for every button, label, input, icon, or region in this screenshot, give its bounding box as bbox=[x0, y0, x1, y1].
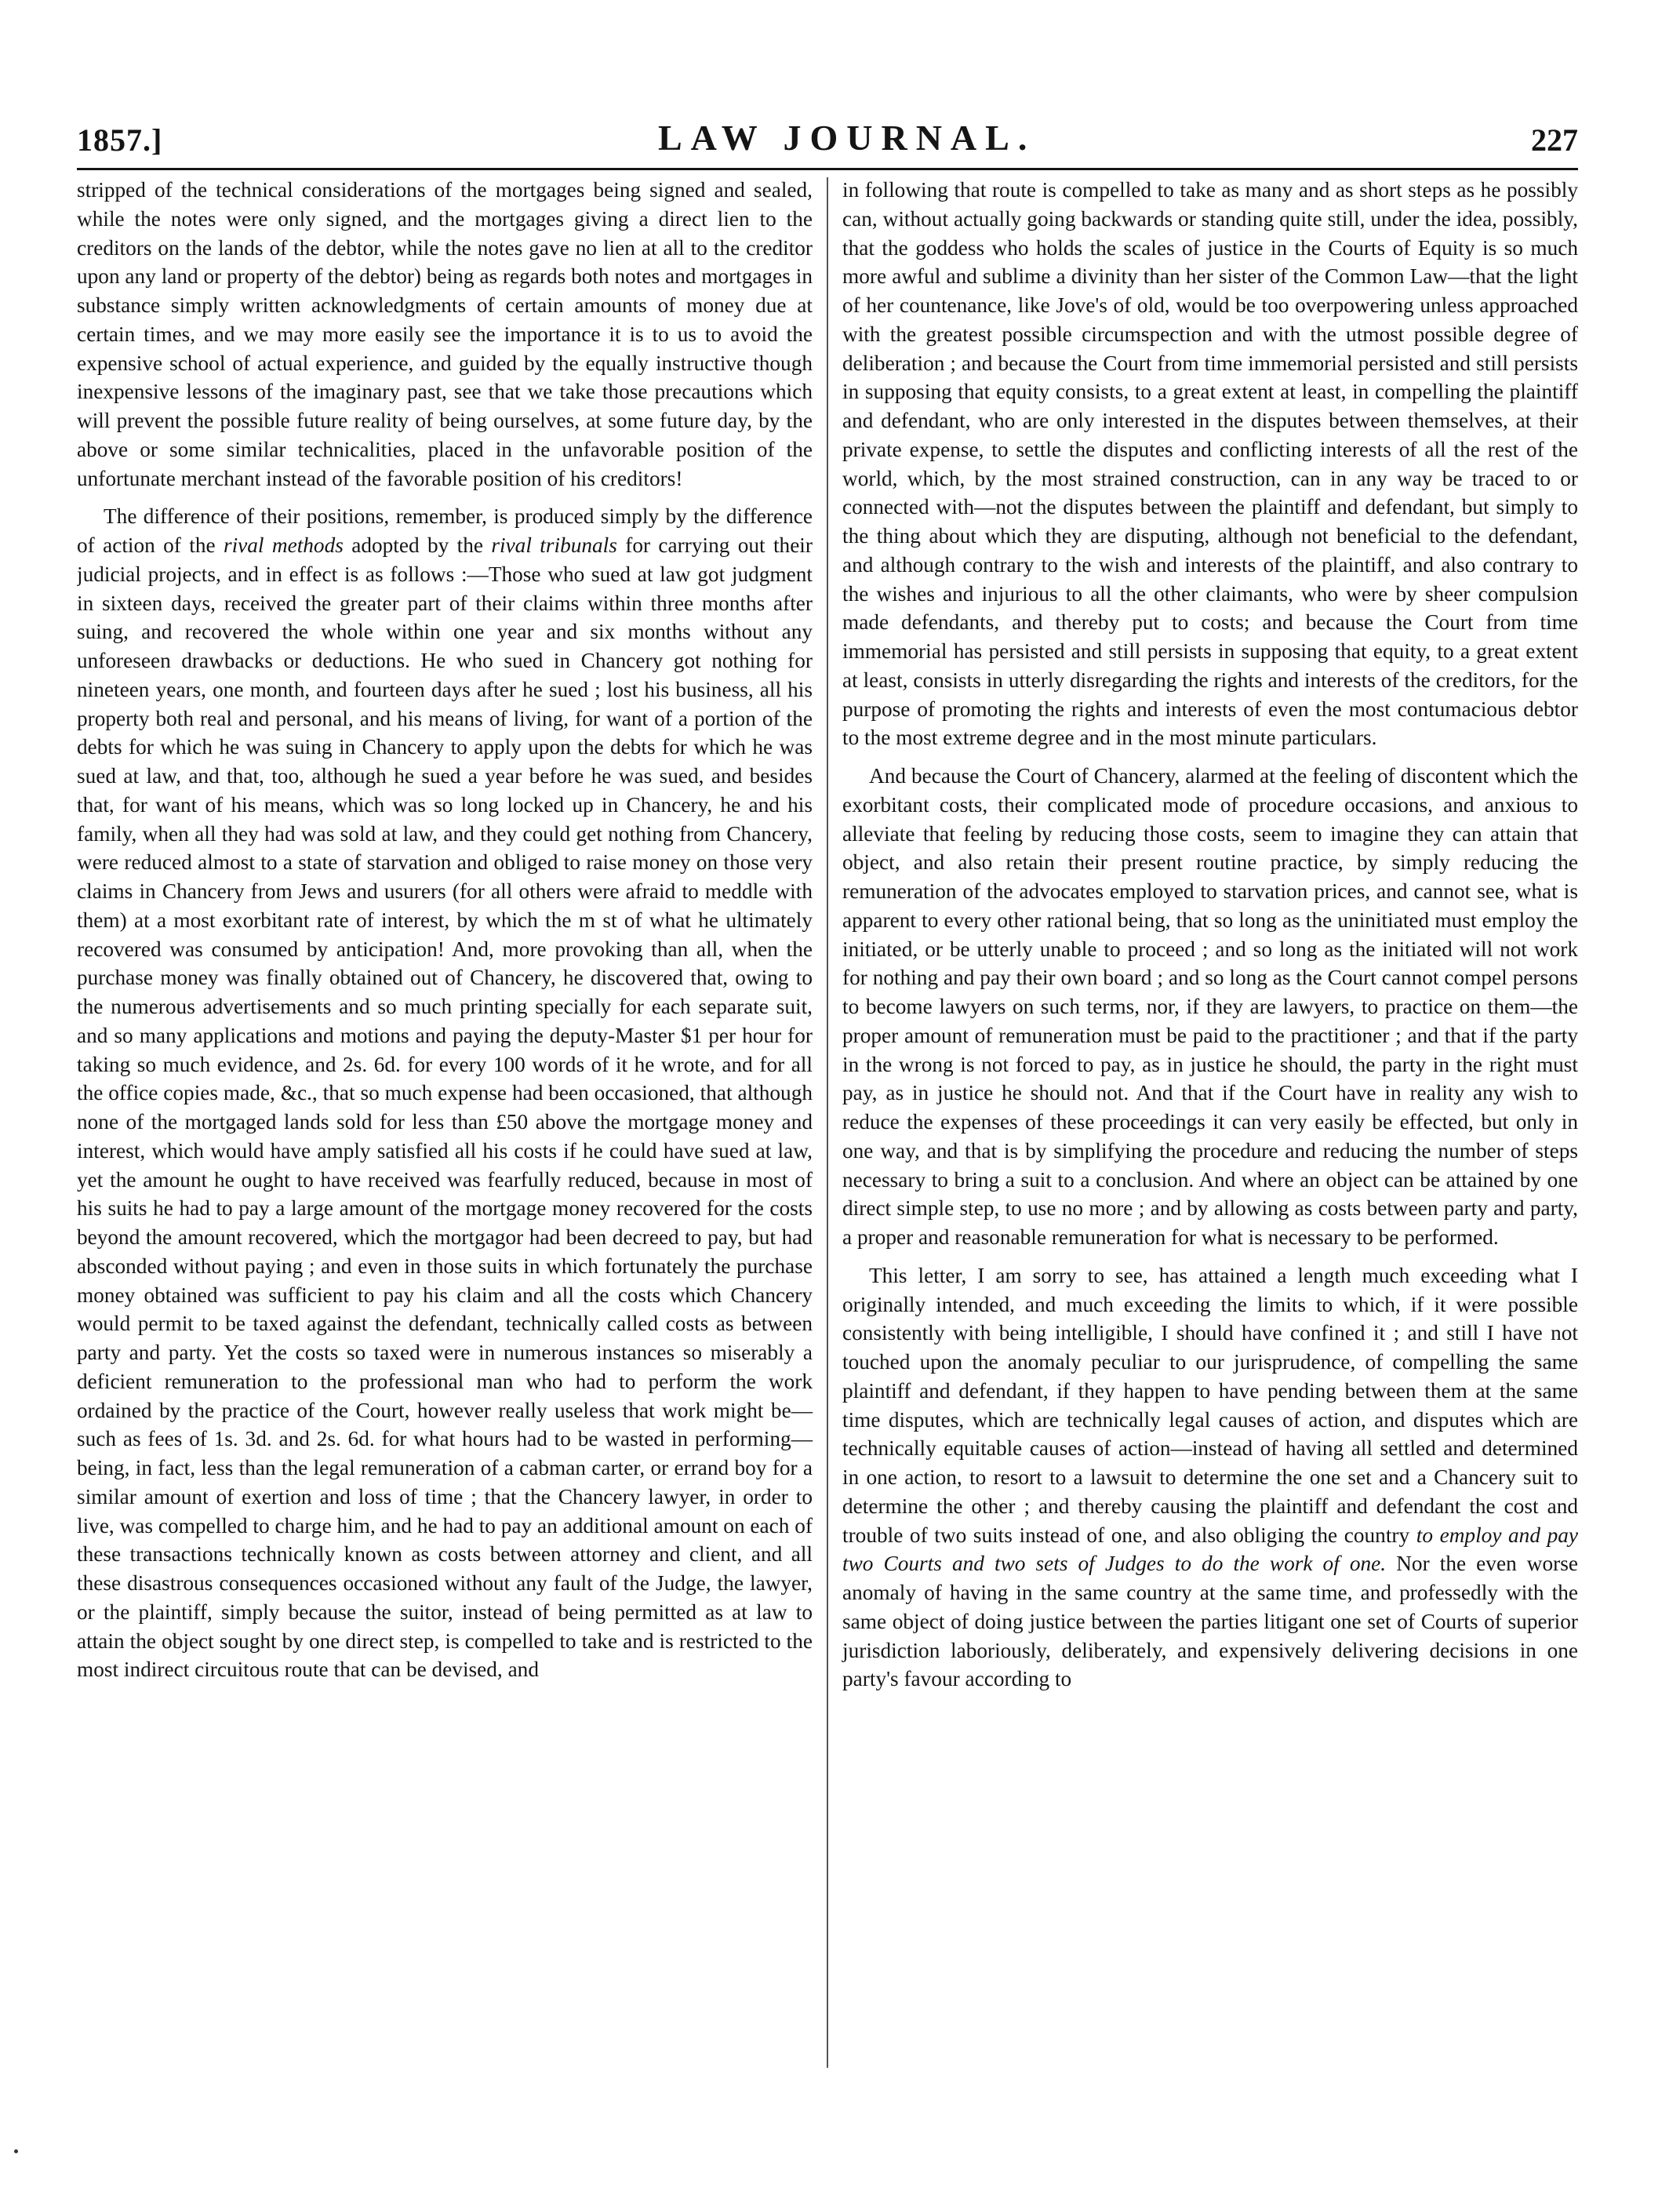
left-paragraph-2-italic-2: rival tribunals bbox=[491, 533, 617, 557]
right-paragraph-3-part-b: Nor the even worse anomaly of having in the same country at the same time, and professedly with the same object of doing justice between the parties litigant one set of Courts of superior jurisdiction laboriously, deliberately, and expensively delivering decisions in one party's favour according to bbox=[842, 1552, 1578, 1691]
header-year: 1857.] bbox=[77, 122, 163, 158]
left-paragraph-1: stripped of the technical considerations of the mortgages being signed and sealed, while the notes were only signed, and the mortgages giving a direct lien to the creditors on the lands of the debtor, while the notes gave no lien at all to the creditor upon any land or property of the debtor) being as regards both notes and mortgages in substance simply written acknowledgments of certain amounts of money due at certain times, and we may more easily see the importance it is to us to avoid the expensive school of actual experience, and guided by the equally instructive though inexpensive lessons of the imaginary past, see that we take those precautions which will prevent the possible future reality of being ourselves, at some future day, by the above or some similar technicalities, placed in the unfavorable position of the unfortunate merchant instead of the favorable position of his creditors! bbox=[77, 178, 813, 490]
text-columns bbox=[77, 176, 1578, 2074]
left-paragraph-2-part-b: adopted by the bbox=[343, 533, 492, 557]
right-paragraph-3 bbox=[842, 1261, 1578, 1694]
right-column bbox=[828, 176, 1578, 2074]
left-column bbox=[77, 176, 827, 2074]
left-paragraph-2 bbox=[77, 502, 813, 1684]
right-paragraph-3-part-a: This letter, I am sorry to see, has attained a length much exceeding what I originally intended, and much exceeding the limits to which, if it were possible consistently with being intelligible, I should have confined it ; and still I have not touched upon the anomaly peculiar to our jurisprudence, of compelling the same plaintiff and defendant, if they happen to have pending between them at the same time disputes, which are technically legal causes of action, and disputes which are technically equitable causes of action—instead of having all settled and determined in one action, to resort to a lawsuit to determine the one set and a Chancery suit to determine the other ; and thereby causing the plaintiff and defendant the cost and trouble of two suits instead of one, and also obliging the country bbox=[842, 1263, 1578, 1547]
journal-title: LAW JOURNAL. bbox=[658, 118, 1036, 158]
right-paragraph-1: in following that route is compelled to take as many and as short steps as he possibly can, without actually going backwards or standing quite still, under the idea, possibly, that the goddess who holds the scales of justice in the Courts of Equity is so much more awful and sublime a divinity than her sister of the Common Law—that the light of her countenance, like Jove's of old, would be too overpowering unless approached with the greatest possible circumspection and with the utmost possible degree of deliberation ; and because the Court from time immemorial persisted and still persists in supposing that equity consists, to a great extent at least, in compelling the plaintiff and defendant, who are only interested in the disputes between themselves, at their private expense, to settle the disputes and conflicting interests of all the rest of the world, which, by the most strained construction, can in any way be traced to or connected with—not the disputes between the plaintiff and defendant, but simply to the thing about which they are disputing, although not beneficial to the defendant, and although contrary to the wish and interests of the plaintiff, and also contrary to the wishes and injurious to all the other claimants, who were by sheer compulsion made defendants, and thereby put to costs; and because the Court from time immemorial has persisted and still persists in supposing that equity, to a great extent at least, consists in utterly disregarding the rights and interests of the creditors, for the purpose of promoting the rights and interests of even the most contumacious debtor to the most extreme degree and in the most minute particulars. bbox=[842, 178, 1578, 750]
right-paragraph-2: And because the Court of Chancery, alarmed at the feeling of discontent which the exorbitant costs, their complicated mode of procedure occasions, and anxious to alleviate that feeling by reducing those costs, seem to imagine they can attain that object, and also retain their present routine practice, by simply reducing the remuneration of the advocates employed to starvation prices, and cannot see, what is apparent to every other rational being, that so long as the uninitiated must employ the initiated, or be utterly unable to proceed ; and so long as the initiated will not work for nothing and pay their own board ; and so long as the Court cannot compel persons to become lawyers on such terms, nor, if they are lawyers, to practice on them—the proper amount of remuneration must be paid to the practitioner ; and that if the party in the wrong is not forced to pay, as in justice he should, the party in the right must pay, as in justice he should not. And that if the Court have in reality any wish to reduce the expenses of these proceedings it can very easily be effected, but only in one way, and that is by simplifying the procedure and reducing the number of steps necessary to bring a suit to a conclusion. And where an object can be attained by one direct simple step, to use no more ; and by allowing as costs between party and party, a proper and reasonable remuneration for what is necessary to be performed. bbox=[842, 764, 1578, 1249]
left-paragraph-2-italic-1: rival methods bbox=[223, 533, 344, 557]
left-paragraph-2-part-a: The difference of their positions, remember, is produced simply by the difference of action of the bbox=[77, 504, 813, 557]
running-head bbox=[77, 110, 1578, 158]
right-paragraph-3-italic: to employ and pay two Courts and two sets of Judges to do the work of one. bbox=[842, 1523, 1578, 1576]
page-number: 227 bbox=[1530, 122, 1578, 158]
print-speck bbox=[14, 2149, 18, 2153]
left-paragraph-2-part-c: for carrying out their judicial projects, and in effect is as follows :—Those who sued at law got judgment in sixteen days, received the greater part of their claims within three months after suing, and recovered the whole within one year and six months without any unforeseen drawbacks or deductions. He who sued in Chancery got nothing for nineteen years, one month, and fourteen days after he sued ; lost his business, all his property both real and personal, and his means of living, for want of a portion of the debts for which he was suing in Chancery to apply upon the debts for which he was sued at law, and that, too, although he sued a year before he was sued, and besides that, for want of his means, which was so long locked up in Chancery, he and his family, when all they had was sold at law, and they could get nothing from Chancery, were reduced almost to a state of starvation and obliged to raise money on those very claims in Chancery from Jews and usurers (for all others were afraid to meddle with them) at a most exorbitant rate of interest, by which the m st of what he ultimately recovered was consumed by anticipation! And, more provoking than all, when the purchase money was finally obtained out of Chancery, he discovered that, owing to the numerous advertisements and so much printing specially for each separate suit, and so many applications and motions and paying the deputy-Master $1 per hour for taking so much evidence, and 2s. 6d. for every 100 words of it he wrote, and for all the office copies made, &c., that so much expense had been occasioned, that although none of the mortgaged lands sold for less than £50 above the mortgage money and interest, which would have amply satisfied all his costs if he could have sued at law, yet the amount he ought to have received was fearfully reduced, because in most of his suits he had to pay a large amount of the mortgage money recovered for the costs beyond the amount recovered, which the mortgagor had been decreed to pay, but had absconded without paying ; and even in those suits in which fortunately the purchase money obtained was sufficient to pay his claim and all the costs which Chancery would permit to be taxed against the defendant, technically called costs as between party and party. Yet the costs so taxed were in numerous instances so miserably a deficient remuneration to the professional man who had to perform the work ordained by the practice of the Court, however really useless that work might be—such as fees of 1s. 3d. and 2s. 6d. for what hours had to be wasted in performing—being, in fact, less than the legal remuneration of a cabman carter, or errand boy for a similar amount of exertion and loss of time ; that the Chancery lawyer, in order to live, was compelled to charge him, and he had to pay an additional amount on each of these transactions technically known as costs between attorney and client, and all these disastrous consequences occasioned without any fault of the Judge, the lawyer, or the plaintiff, simply because the suitor, instead of being permitted as at law to attain the object sought by one direct step, is compelled to take and is restricted to the most indirect circuitous route that can be devised, and bbox=[77, 533, 813, 1682]
header-rule bbox=[77, 168, 1578, 170]
